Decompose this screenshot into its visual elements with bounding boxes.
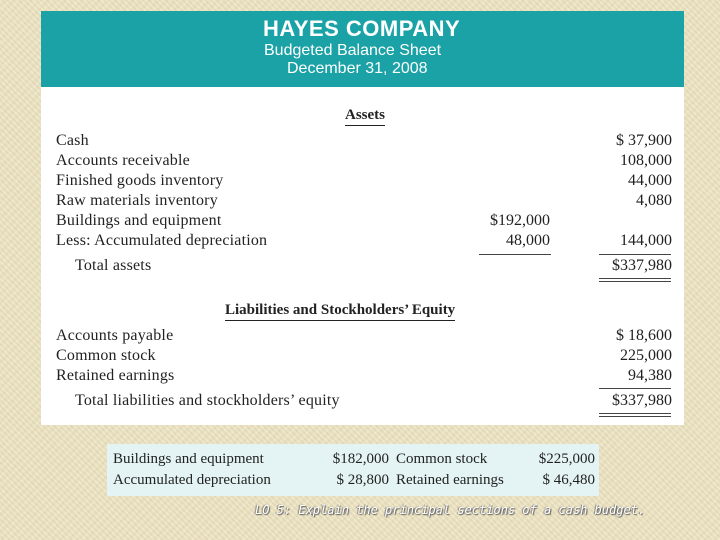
statement-date: December 31, 2008 xyxy=(287,60,428,77)
row-amount: 4,080 xyxy=(636,192,672,209)
inset-value: $182,000 xyxy=(332,451,389,467)
assets-heading: Assets xyxy=(345,107,385,126)
row-subamount: 48,000 xyxy=(506,232,550,249)
row-amount: 44,000 xyxy=(628,172,672,189)
row-label: Raw materials inventory xyxy=(56,192,218,209)
comparison-box xyxy=(107,444,599,496)
header-banner xyxy=(41,11,684,87)
assets-row xyxy=(41,231,684,251)
assets-row xyxy=(41,211,684,231)
inset-label: Accumulated depreciation xyxy=(113,472,271,488)
inset-label: Buildings and equipment xyxy=(113,451,264,467)
row-subamount: $192,000 xyxy=(490,212,550,229)
assets-row xyxy=(41,171,684,191)
learning-objective-footer: LO 5: Explain the principal sections of a cash budget. xyxy=(255,503,646,517)
liabilities-row xyxy=(41,346,684,366)
subtotal-rule xyxy=(479,254,551,255)
row-amount: 144,000 xyxy=(620,232,672,249)
double-rule xyxy=(599,413,671,414)
row-label: Cash xyxy=(56,132,89,149)
inset-label: Common stock xyxy=(396,451,488,467)
row-amount: $ 37,900 xyxy=(616,132,672,149)
row-label: Less: Accumulated depreciation xyxy=(56,232,268,249)
total-label: Total assets xyxy=(75,257,152,274)
assets-row xyxy=(41,191,684,211)
liabilities-row xyxy=(41,366,684,386)
assets-row xyxy=(41,151,684,171)
total-label: Total liabilities and stockholders’ equity xyxy=(75,392,340,409)
double-rule xyxy=(599,416,671,417)
balance-sheet xyxy=(41,11,684,425)
row-label: Accounts payable xyxy=(56,327,174,344)
liabilities-row xyxy=(41,326,684,346)
inset-value: $ 28,800 xyxy=(336,472,389,488)
assets-total-row xyxy=(41,256,684,276)
total-amount: $337,980 xyxy=(612,257,672,274)
row-amount: 225,000 xyxy=(620,347,672,364)
row-label: Finished goods inventory xyxy=(56,172,224,189)
subtotal-rule xyxy=(599,388,671,389)
row-label: Common stock xyxy=(56,347,156,364)
double-rule xyxy=(599,278,671,279)
row-amount: 94,380 xyxy=(628,367,672,384)
company-name: HAYES COMPANY xyxy=(263,16,461,41)
liabilities-heading: Liabilities and Stockholders’ Equity xyxy=(225,302,455,321)
assets-row xyxy=(41,131,684,151)
statement-title: Budgeted Balance Sheet xyxy=(264,42,442,59)
liabilities-total-row xyxy=(41,391,684,411)
row-label: Retained earnings xyxy=(56,367,175,384)
inset-label: Retained earnings xyxy=(396,472,504,488)
row-amount: 108,000 xyxy=(620,152,672,169)
row-label: Buildings and equipment xyxy=(56,212,222,229)
row-label: Accounts receivable xyxy=(56,152,190,169)
subtotal-rule xyxy=(599,254,671,255)
row-amount: $ 18,600 xyxy=(616,327,672,344)
double-rule xyxy=(599,281,671,282)
inset-value: $ 46,480 xyxy=(542,472,595,488)
inset-value: $225,000 xyxy=(538,451,595,467)
total-amount: $337,980 xyxy=(612,392,672,409)
